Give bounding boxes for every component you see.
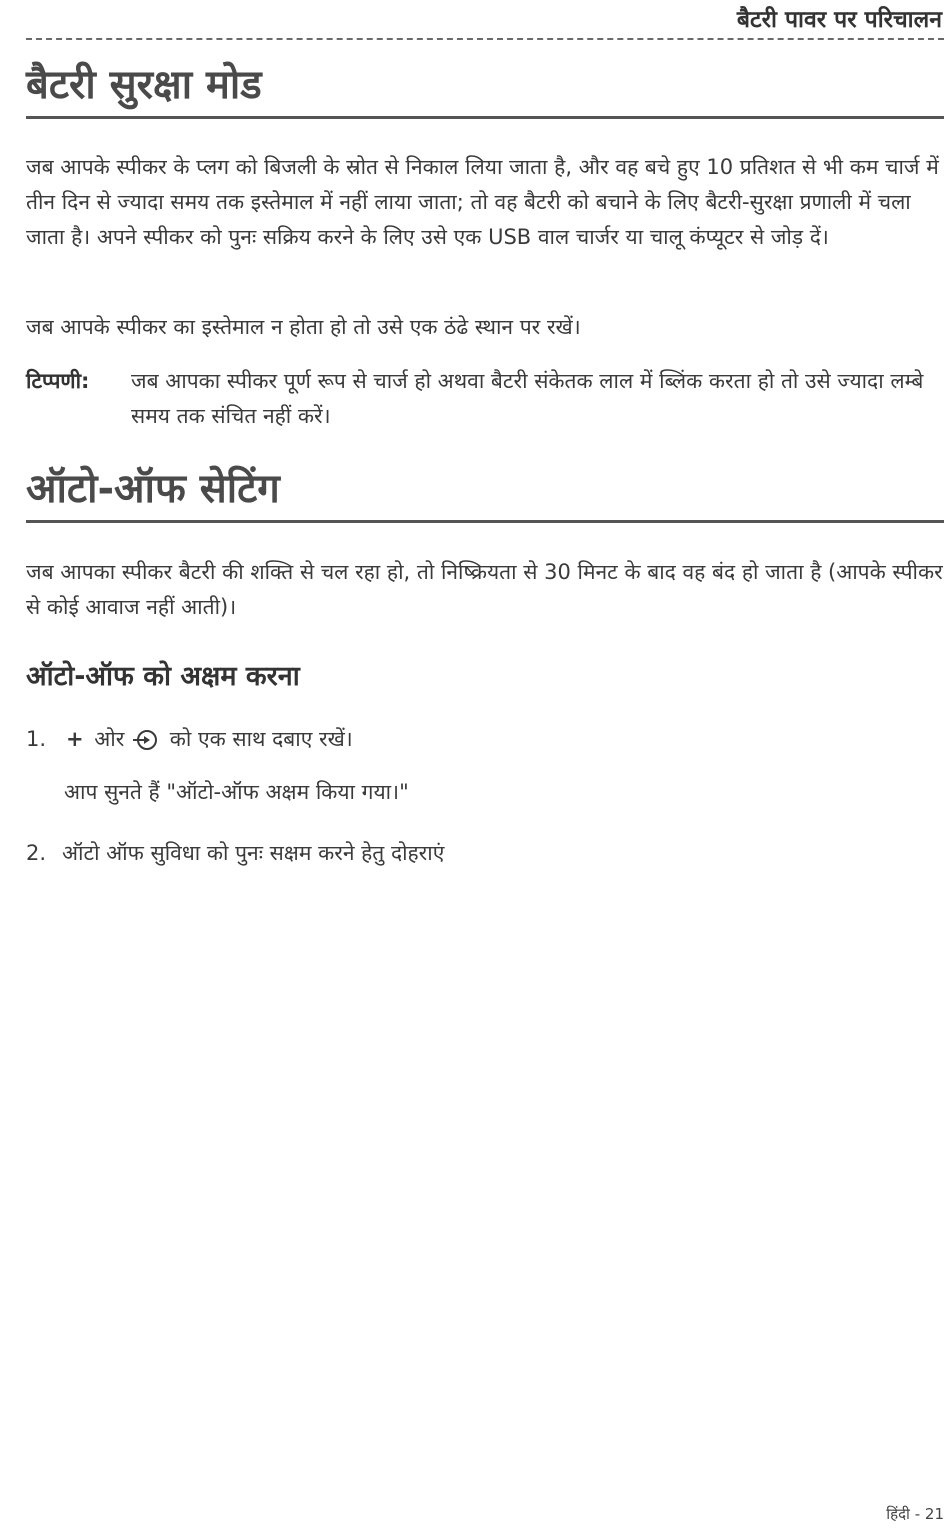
bluetooth-button-icon [137, 730, 157, 750]
step-2 [26, 836, 944, 871]
note-block [26, 364, 944, 434]
section-title-auto-off: ऑटो-ऑफ सेटिंग [26, 462, 944, 523]
section-title-battery-protection: बैटरी सुरक्षा मोड [26, 58, 944, 119]
step-2-text: ऑटो ऑफ सुविधा को पुनः सक्षम करने हेतु दोहराएं [62, 841, 445, 865]
step-1-result: आप सुनते हैं "ऑटो-ऑफ अक्षम किया गया।" [64, 780, 409, 804]
step-1-number: 1. [26, 727, 47, 751]
step-2-number: 2. [26, 841, 47, 865]
storage-paragraph: जब आपके स्पीकर का इस्तेमाल न होता हो तो उसे एक ठंढे स्थान पर रखें। [26, 315, 581, 339]
note-label: टिप्पणी: [26, 369, 90, 393]
step-1-text: को एक साथ दबाए रखें। [169, 727, 353, 751]
step-1-and: ओर [94, 727, 125, 751]
page-number: 21 [924, 1505, 944, 1523]
plus-button-symbol: + [66, 727, 84, 751]
step-1 [26, 722, 944, 757]
footer-language: हिंदी [886, 1505, 910, 1523]
footer-separator: - [914, 1505, 921, 1523]
running-title: बैटरी पावर पर परिचालन [736, 7, 942, 33]
subtitle-disable-auto-off: ऑटो-ऑफ को अक्षम करना [26, 661, 300, 692]
battery-protection-paragraph: जब आपके स्पीकर के प्लग को बिजली के स्रोत से निकाल लिया जाता है, और वह बचे हुए 10 प्रतिशत से भी कम चार्ज में तीन दिन से ज्यादा समय तक इस्तेमाल में नहीं लाया जाता; तो वह बैटरी को बचाने के लिए बैटरी-सुरक्षा प्रणाली में चला जाता है। अपने स्पीकर को पुनः सक्रिय करने के लिए उसे एक USB वाल चार्जर या चालू कंप्यूटर से जोड़ दें। [26, 155, 939, 249]
auto-off-paragraph: जब आपका स्पीकर बैटरी की शक्ति से चल रहा हो, तो निष्क्रियता से 30 मिनट के बाद वह बंद हो जाता है (आपके स्पीकर से कोई आवाज नहीं आती)। [26, 560, 943, 619]
page-footer [886, 1504, 944, 1524]
page-header [26, 0, 944, 40]
note-text: जब आपका स्पीकर पूर्ण रूप से चार्ज हो अथवा बैटरी संकेतक लाल में ब्लिंक करता हो तो उसे ज्यादा लम्बे समय तक संचित नहीं करें। [131, 369, 924, 428]
